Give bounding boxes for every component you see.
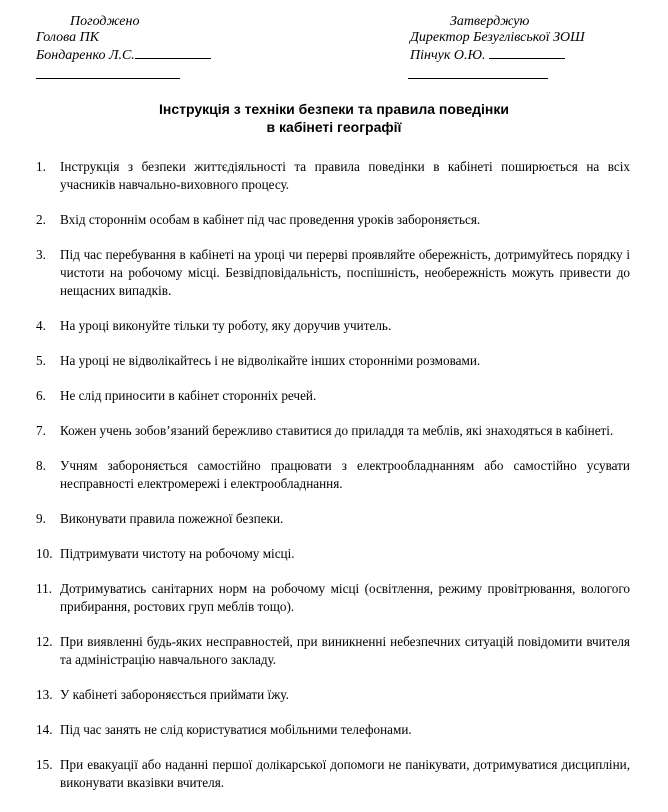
- approval-left-name: Бондаренко Л.С.: [36, 48, 135, 63]
- list-item-number: 7.: [36, 423, 46, 438]
- list-item-number: 4.: [36, 318, 46, 333]
- list-item-text: Дотримуватись санітарних норм на робочому місці (освітлення, режиму провітрювання, вологого прибирання, ростових груп меблів тощо).: [60, 581, 630, 614]
- list-item-text: При евакуації або наданні першої долікарської допомоги не панікувати, дотримуватися дисципліни, виконувати вказівки вчителя.: [60, 757, 630, 790]
- list-item-text: Кожен учень зобов’язаний бережливо ставитися до приладдя та меблів, які знаходяться в кабінеті.: [60, 423, 614, 438]
- list-item-number: 5.: [36, 353, 46, 368]
- approval-right-heading: Затверджую: [450, 14, 530, 29]
- list-item: [36, 422, 630, 440]
- list-item-number: 1.: [36, 159, 46, 174]
- approval-left-signature-line: [135, 46, 211, 59]
- list-item-text: Виконувати правила пожежної безпеки.: [60, 511, 284, 526]
- list-item-text: На уроці виконуйте тільки ту роботу, яку доручив учитель.: [60, 318, 392, 333]
- list-item-number: 10.: [36, 546, 53, 561]
- approval-right-name: Пінчук О.Ю.: [410, 48, 486, 63]
- list-item-text: Інструкція з безпеки життєдіяльності та правила поведінки в кабінеті поширюється на всіх учасників навчально-виховного процесу.: [60, 159, 630, 192]
- list-item: [36, 387, 630, 405]
- approval-right-name-line: [410, 46, 585, 62]
- list-item-number: 11.: [36, 581, 52, 596]
- list-item: [36, 211, 630, 229]
- list-item-text: Вхід стороннім особам в кабінет під час проведення уроків забороняється.: [60, 212, 481, 227]
- approval-right-position: Директор Безуглівської ЗОШ: [410, 30, 585, 45]
- list-item-number: 12.: [36, 634, 53, 649]
- list-item-text: На уроці не відволікайтесь і не відволікайте інших сторонніми розмовами.: [60, 353, 481, 368]
- list-item-number: 8.: [36, 458, 46, 473]
- list-item: [36, 510, 630, 528]
- title-line-2: в кабінеті географії: [266, 119, 402, 135]
- approval-left-date-line: [36, 78, 180, 79]
- list-item-number: 6.: [36, 388, 46, 403]
- list-item: [36, 545, 630, 563]
- list-item-text: Під час занять не слід користуватися мобільними телефонами.: [60, 722, 412, 737]
- list-item-text: При виявленні будь-яких несправностей, при виникненні небезпечних ситуацій повідомити вчителя та адміністрацію навчального закладу.: [60, 634, 630, 667]
- approval-left-heading: Погоджено: [70, 14, 140, 29]
- list-item: [36, 686, 630, 704]
- document-title: [0, 100, 668, 136]
- approval-block-left: [36, 14, 211, 62]
- approval-right-date-line: [408, 78, 548, 79]
- list-item-number: 3.: [36, 247, 46, 262]
- list-item: [36, 756, 630, 792]
- list-item-number: 14.: [36, 722, 53, 737]
- approval-left-name-line: [36, 46, 211, 62]
- list-item-number: 2.: [36, 212, 46, 227]
- list-item-text: Під час перебування в кабінеті на уроці чи перерві проявляйте обережність, дотримуйтесь порядку і чистоти на робочому місці. Безвідповідальність, поспішність, необережність можуть привести до нещасних випадків.: [60, 247, 630, 298]
- list-item-number: 13.: [36, 687, 53, 702]
- rules-list: [36, 158, 630, 792]
- list-item: [36, 580, 630, 616]
- list-item: [36, 457, 630, 493]
- list-item: [36, 352, 630, 370]
- list-item-text: Підтримувати чистоту на робочому місці.: [60, 546, 295, 561]
- approval-right-signature-line: [489, 46, 565, 59]
- approval-block-right: [410, 14, 585, 62]
- list-item: [36, 633, 630, 669]
- title-line-1: Інструкція з техніки безпеки та правила поведінки: [159, 101, 509, 117]
- list-item: [36, 158, 630, 194]
- list-item-number: 15.: [36, 757, 53, 772]
- list-item-text: У кабінеті забороняєсться приймати їжу.: [60, 687, 289, 702]
- list-item: [36, 317, 630, 335]
- approval-left-position: Голова ПК: [36, 30, 100, 45]
- list-item-text: Учням забороняється самостійно працювати з електрообладнанням або самостійно усувати несправності електромережі і електрообладнання.: [60, 458, 630, 491]
- list-item: [36, 721, 630, 739]
- list-item-number: 9.: [36, 511, 46, 526]
- list-item-text: Не слід приносити в кабінет сторонніх речей.: [60, 388, 317, 403]
- list-item: [36, 246, 630, 300]
